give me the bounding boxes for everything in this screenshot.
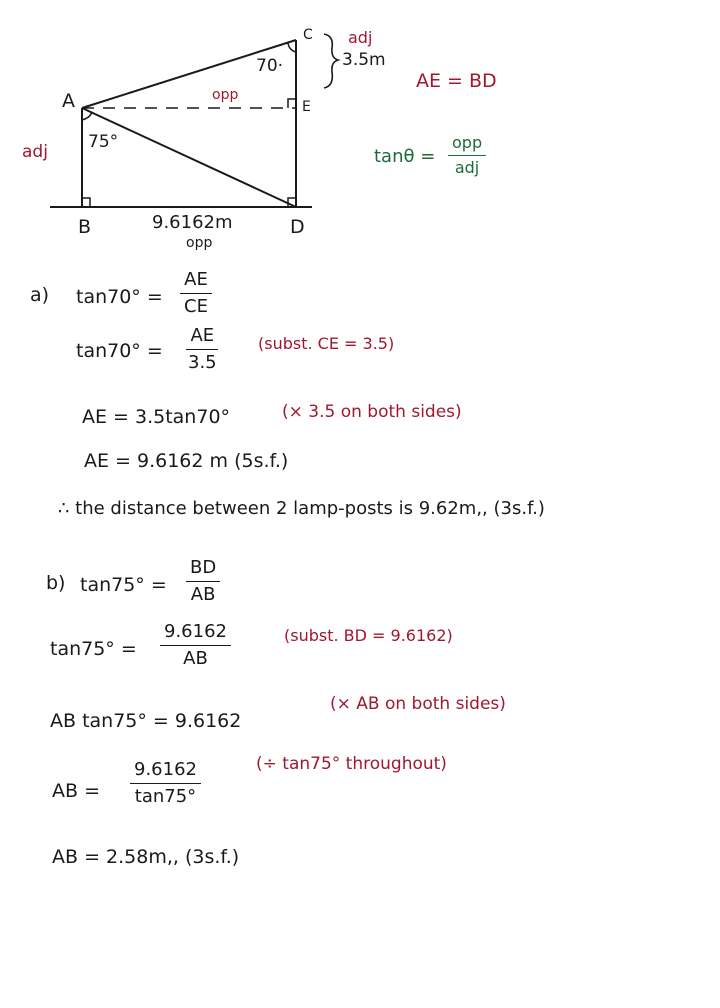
point-c-label: C [303,27,313,43]
angle-c-label: 70· [256,56,284,76]
adj-left-label: adj [22,142,48,162]
part-b-line1-numerator: BD [186,558,220,582]
tan-formula-lhs: tanθ = [374,146,436,167]
part-b-line3-note: (× AB on both sides) [330,694,506,714]
part-b-line2-denominator: AB [183,647,208,669]
part-b-line4-denominator: tan75° [134,785,197,807]
part-a-line2-lhs: tan70° = [76,340,163,362]
opp-ae-label: opp [212,87,239,103]
part-b-line2-lhs: tan75° = [50,638,137,660]
part-b-line1-denominator: AB [190,583,216,605]
part-a-line3-note: (× 3.5 on both sides) [282,402,462,422]
part-a-line2-fraction [184,326,221,373]
part-b-line4-fraction [130,760,201,807]
part-b-line1-fraction [186,558,220,605]
tan-formula-fraction [448,134,486,176]
side-bd-label: 9.6162m [152,212,233,233]
right-angle-e [288,99,296,108]
part-b-line4-note: (÷ tan75° throughout) [256,754,447,774]
part-a-line4: AE = 9.6162 m (5s.f.) [84,450,289,472]
part-a-line1-denominator: CE [184,295,208,317]
part-a-line2-numerator: AE [186,326,218,350]
part-b-line1-lhs: tan75° = [80,574,167,596]
adj-right-label: adj [348,28,373,47]
part-b-line4-numerator: 9.6162 [130,760,201,784]
part-a-line1-numerator: AE [180,270,212,294]
angle-arc-c [288,43,296,52]
point-e-label: E [302,99,311,115]
ae-equals-bd: AE = BD [416,70,497,92]
part-b-line2-fraction [160,622,231,669]
part-a-line2-note: (subst. CE = 3.5) [258,334,395,353]
part-b-line5: AB = 2.58m,, (3s.f.) [52,846,240,868]
part-a-line3: AE = 3.5tan70° [82,406,231,428]
angle-arc-a [82,112,92,120]
angle-a-label: 75° [88,132,119,152]
part-b-line3: AB tan75° = 9.6162 [50,710,242,732]
part-a-label: a) [30,284,50,306]
part-a-line1-fraction [180,270,212,317]
part-b-line2-note: (subst. BD = 9.6162) [284,626,453,645]
line-ad [82,108,296,207]
tan-formula-denominator: adj [454,157,480,177]
right-angle-b [82,198,90,207]
part-b-line4-lhs: AB = [52,780,100,802]
part-a-line1-lhs: tan70° = [76,286,163,308]
point-a-label: A [62,90,75,112]
opp-bd-label: opp [186,235,213,251]
part-b-line2-numerator: 9.6162 [160,622,231,646]
side-ce-label: 3.5m [342,50,386,70]
point-d-label: D [290,216,305,238]
brace-ce [324,34,338,88]
part-b-label: b) [46,572,66,594]
point-b-label: B [78,216,92,238]
tan-formula-numerator: opp [448,134,486,156]
part-a-conclusion: ∴ the distance between 2 lamp-posts is 9.62m,, (3s.f.) [58,498,545,519]
part-a-line2-denominator: 3.5 [188,351,217,373]
